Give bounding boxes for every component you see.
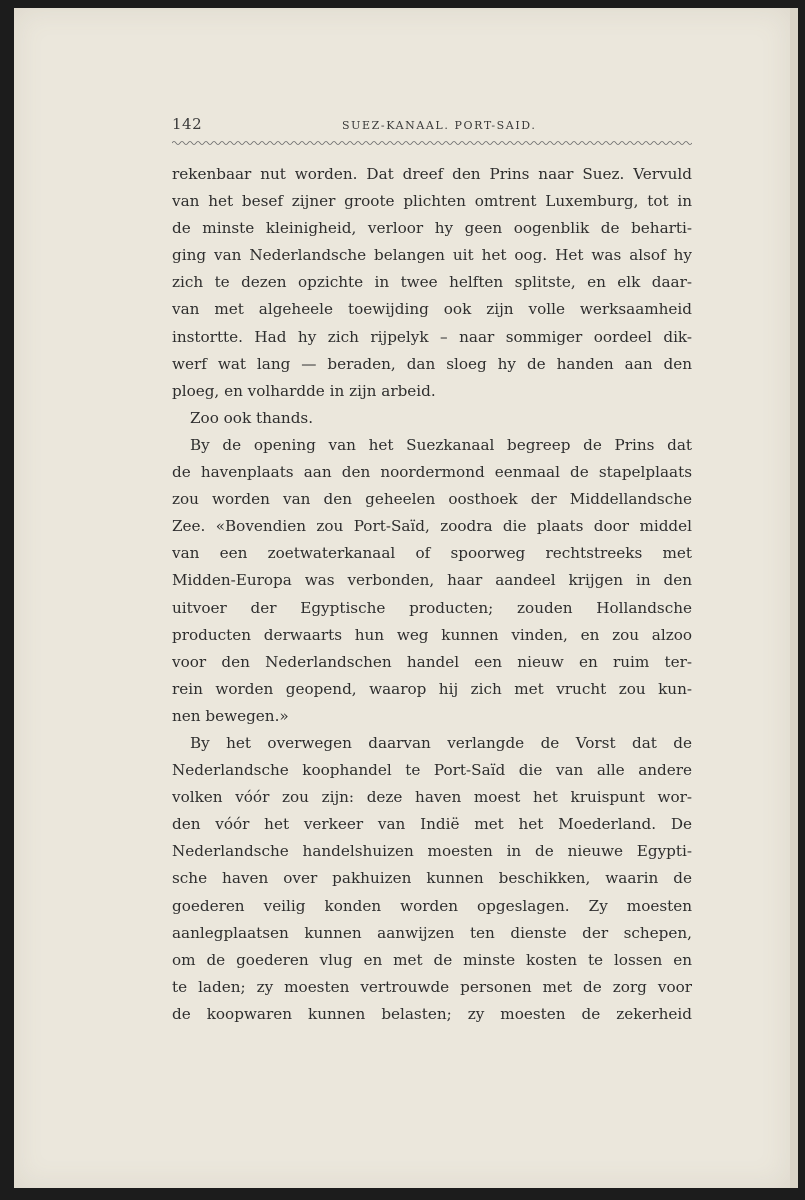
text-line: om de goederen vlug en met de minste kosten te lossen en	[172, 950, 692, 969]
text-line: sche haven over pakhuizen kunnen beschikken, waarin de	[172, 869, 692, 888]
text-line: volken vóór zou zijn: deze haven moest het kruispunt wor-	[172, 788, 692, 807]
text-line: By het overwegen daarvan verlangde de Vorst dat de	[190, 733, 692, 752]
text-line: de minste kleinigheid, verloor hy geen oogenblik de beharti-	[172, 219, 692, 238]
text-line: voor den Nederlandschen handel een nieuw en ruim ter-	[172, 652, 692, 671]
text-line: producten derwaarts hun weg kunnen vinden, en zou alzoo	[172, 625, 692, 644]
text-line: By de opening van het Suezkanaal begreep de Prins dat	[190, 435, 692, 454]
text-line: Nederlandsche koophandel te Port-Saïd die van alle andere	[172, 761, 692, 780]
text-line: te laden; zy moesten vertrouwde personen met de zorg voor	[172, 977, 692, 996]
text-line: zou worden van den geheelen oosthoek der Middellandsche	[172, 490, 692, 509]
text-line: aanlegplaatsen kunnen aanwijzen ten dienste der schepen,	[172, 923, 692, 942]
text-line: uitvoer der Egyptische producten; zouden Hollandsche	[172, 598, 692, 617]
text-line: nen bewegen.»	[172, 706, 289, 725]
running-title: SUEZ-KANAAL. PORT-SAID.	[342, 119, 537, 132]
text-line: de koopwaren kunnen belasten; zy moesten de zekerheid	[172, 1004, 692, 1023]
text-line: ging van Nederlandsche belangen uit het oog. Het was alsof hy	[172, 246, 692, 265]
text-line: goederen veilig konden worden opgeslagen. Zy moesten	[172, 896, 692, 915]
text-line: Zoo ook thands.	[190, 408, 314, 427]
text-line: werf wat lang — beraden, dan sloeg hy de handen aan den	[172, 354, 692, 373]
text-line: van een zoetwaterkanaal of spoorweg rechtstreeks met	[172, 544, 692, 563]
page-number: 142	[172, 115, 203, 133]
wavy-header-rule	[172, 140, 692, 146]
text-line: instortte. Had hy zich rijpelyk – naar sommiger oordeel dik-	[172, 327, 692, 346]
text-line: den vóór het verkeer van Indië met het Moederland. De	[172, 815, 692, 834]
text-line: Zee. «Bovendien zou Port-Saïd, zoodra die plaats door middel	[172, 517, 692, 536]
text-line: de havenplaats aan den noordermond eenmaal de stapelplaats	[172, 463, 692, 482]
text-line: van het besef zijner groote plichten omtrent Luxemburg, tot in	[172, 192, 692, 211]
text-line: Nederlandsche handelshuizen moesten in de nieuwe Egypti-	[172, 842, 692, 861]
text-line: rein worden geopend, waarop hij zich met vrucht zou kun-	[172, 679, 692, 698]
text-line: ploeg, en volhardde in zijn arbeid.	[172, 381, 436, 400]
text-line: Midden-Europa was verbonden, haar aandeel krijgen in den	[172, 571, 692, 590]
text-line: zich te dezen opzichte in twee helften splitste, en elk daar-	[172, 273, 692, 292]
text-line: van met algeheele toewijding ook zijn volle werksaamheid	[172, 300, 692, 319]
page-edge	[790, 8, 798, 1188]
running-header	[172, 111, 692, 137]
body-text	[172, 161, 692, 1028]
text-line: rekenbaar nut worden. Dat dreef den Prins naar Suez. Vervuld	[172, 165, 692, 183]
